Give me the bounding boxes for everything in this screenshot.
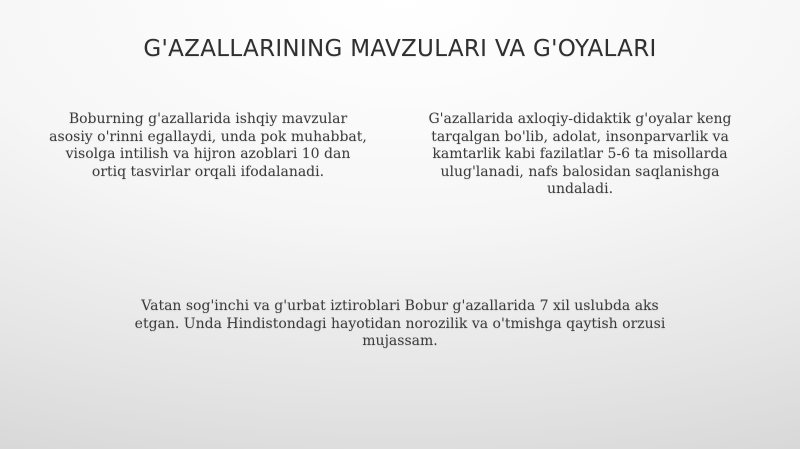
left-text-block: Boburning g'azallarida ishqiy mavzular asosiy o'rinni egallaydi, unda pok muhabbat, visolga intilish va hijron azoblari 10 dan ortiq tasvirlar orqali ifodalanadi. — [49, 111, 367, 180]
right-text-block: G'azallarida axloqiy-didaktik g'oyalar keng tarqalgan bo'lib, adolat, insonparvarlik va kamtarlik kabi fazilatlar 5-6 ta misollarda ulug'lanadi, nafs balosidan saqlanishga undaladi. — [428, 111, 732, 197]
slide-title: G'AZALLARINING MAVZULARI VA G'OYALARI — [143, 36, 657, 62]
bottom-text-block: Vatan sog'inchi va g'urbat iztiroblari Bobur g'azallarida 7 xil uslubda aks etgan. Unda Hindistondagi hayotidan norozilik va o'tmishga qaytish orzusi mujassam. — [134, 298, 666, 349]
